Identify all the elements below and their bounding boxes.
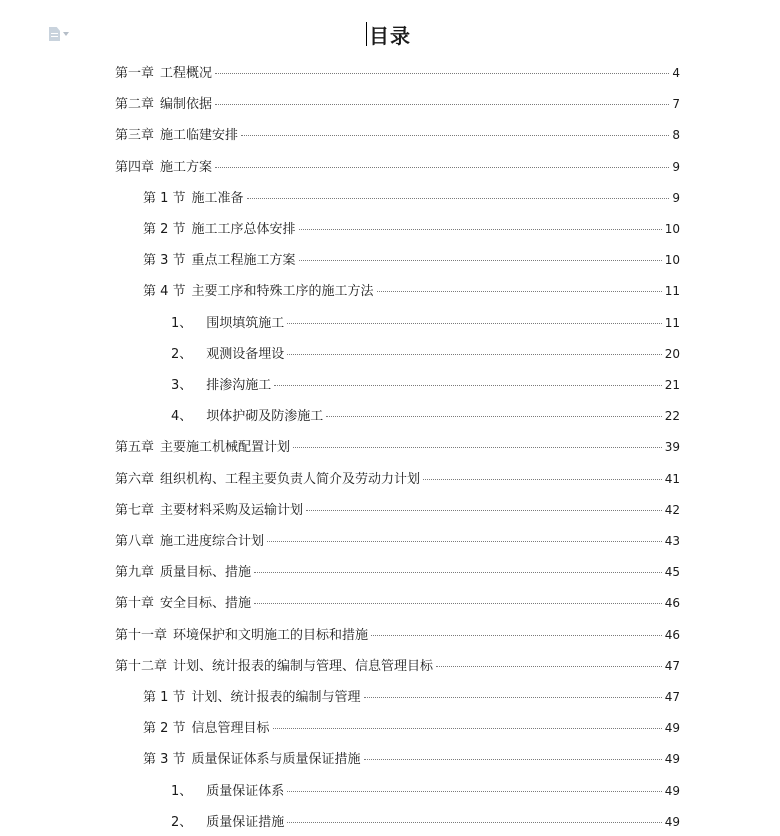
dot-leader	[423, 479, 662, 480]
toc-entry-number: 第九章	[115, 565, 155, 581]
dot-leader	[436, 666, 662, 667]
toc-entry-title: 质量保证体系与质量保证措施	[191, 752, 361, 768]
toc-entry-page-number: 9	[672, 190, 680, 205]
toc-entry-number: 第六章	[115, 471, 155, 487]
dot-leader	[273, 728, 662, 729]
toc-entry[interactable]	[143, 280, 680, 302]
toc-entry-number: 第七章	[115, 502, 155, 518]
toc-entry-number: 第 2 节	[143, 721, 186, 737]
toc-entry-page-number: 42	[664, 502, 680, 517]
toc-entry[interactable]	[143, 686, 680, 708]
dot-leader	[274, 385, 661, 386]
toc-entry-page-number: 7	[672, 97, 680, 112]
toc-entry[interactable]	[143, 187, 680, 209]
toc-entry-page-number: 47	[664, 658, 680, 673]
toc-entry[interactable]	[171, 405, 680, 427]
dot-leader	[247, 198, 670, 199]
toc-entry-title: 组织机构、工程主要负责人简介及劳动力计划	[160, 471, 421, 487]
toc-entry-title: 坝体护砌及防渗施工	[206, 409, 324, 425]
toc-entry-page-number: 39	[664, 440, 680, 455]
toc-entry-page-number: 49	[664, 752, 680, 767]
dot-leader	[364, 759, 662, 760]
toc-entry-number: 第二章	[115, 97, 155, 113]
toc-entry-title: 质量目标、措施	[160, 565, 252, 581]
toc-entry-number: 第一章	[115, 66, 155, 81]
toc-entry-page-number: 49	[664, 721, 680, 736]
toc-entry-number: 第十二章	[115, 658, 168, 674]
toc-entry[interactable]	[115, 156, 680, 178]
text-cursor	[366, 22, 367, 46]
toc-entry-title: 主要工序和特殊工序的施工方法	[191, 284, 374, 300]
toc-entry[interactable]	[143, 218, 680, 240]
toc-entry-title: 主要材料采购及运输计划	[160, 502, 304, 518]
toc-entry-page-number: 11	[664, 284, 680, 299]
toc-entry[interactable]	[115, 592, 680, 614]
toc-entry-page-number: 46	[664, 596, 680, 611]
toc-entry-number: 2、	[171, 814, 193, 830]
toc-entry-page-number: 22	[664, 409, 680, 424]
dot-leader	[287, 323, 661, 324]
toc-entry-number: 第 4 节	[143, 284, 186, 300]
toc-entry-page-number: 11	[664, 315, 680, 330]
toc-entry-title: 观测设备埋设	[206, 346, 285, 362]
toc-title-text: 目录	[369, 24, 411, 48]
toc-entry[interactable]	[115, 124, 680, 146]
toc-entry-number: 第五章	[115, 440, 155, 456]
toc-entry[interactable]	[115, 624, 680, 646]
toc-entry-number: 第四章	[115, 159, 155, 175]
toc-entry-title: 施工临建安排	[160, 128, 239, 144]
toc-entry-number: 1、	[171, 315, 193, 331]
toc-entry[interactable]	[115, 62, 680, 84]
dot-leader	[371, 635, 662, 636]
toc-entry-page-number: 49	[664, 783, 680, 798]
dot-leader	[215, 73, 669, 74]
toc-entry[interactable]	[115, 561, 680, 583]
title-container	[0, 20, 780, 49]
toc-entry-page-number: 45	[664, 565, 680, 580]
toc-entry-title: 排渗沟施工	[206, 378, 272, 393]
toc-entry-number: 第 2 节	[143, 222, 186, 237]
toc-entry-title: 计划、统计报表的编制与管理、信息管理目标	[173, 658, 434, 674]
dot-leader	[364, 697, 662, 698]
toc-entry-number: 第 3 节	[143, 752, 186, 768]
toc-entry-page-number: 49	[664, 814, 680, 829]
toc-entry[interactable]	[115, 436, 680, 458]
dot-leader	[377, 291, 662, 292]
toc-entry-title: 施工准备	[191, 190, 244, 206]
toc-entry-title: 质量保证体系	[206, 783, 285, 799]
toc-entry-number: 第八章	[115, 534, 155, 549]
toc-entry[interactable]	[115, 468, 680, 490]
toc-entry[interactable]	[143, 717, 680, 739]
toc-entry[interactable]	[143, 748, 680, 770]
toc-entry-page-number: 47	[664, 690, 680, 704]
toc-entry-number: 第 3 节	[143, 253, 186, 269]
toc-entry-title: 工程概况	[160, 66, 213, 81]
toc-entry-page-number: 46	[664, 627, 680, 642]
dot-leader	[287, 822, 661, 823]
dot-leader	[215, 104, 669, 105]
toc-entry[interactable]	[115, 499, 680, 521]
dot-leader	[326, 416, 661, 417]
toc-entry-page-number: 10	[664, 222, 680, 236]
toc-entry-page-number: 8	[672, 128, 680, 143]
toc-entry-title: 重点工程施工方案	[191, 253, 296, 269]
toc-entry-title: 施工方案	[160, 159, 213, 175]
toc-entry-page-number: 10	[664, 253, 680, 268]
dot-leader	[254, 572, 662, 573]
toc-title[interactable]	[369, 20, 411, 49]
dot-leader	[254, 603, 662, 604]
toc-entry-title: 安全目标、措施	[160, 596, 252, 612]
toc-entry-title: 编制依据	[160, 97, 213, 113]
toc-entry[interactable]	[143, 249, 680, 271]
toc-entry[interactable]	[171, 343, 680, 365]
toc-entry-number: 2、	[171, 346, 193, 362]
toc-entry-title: 质量保证措施	[206, 814, 285, 830]
toc-entry-title: 围坝填筑施工	[206, 315, 285, 331]
toc-entry-number: 第三章	[115, 128, 155, 144]
toc-entry-title: 施工进度综合计划	[160, 534, 265, 549]
toc-entry[interactable]	[171, 312, 680, 334]
toc-entry[interactable]	[171, 780, 680, 802]
toc-entry-number: 3、	[171, 378, 193, 393]
toc-entry[interactable]	[171, 374, 680, 396]
toc-entry-title: 计划、统计报表的编制与管理	[191, 690, 361, 705]
toc-entry-number: 1、	[171, 783, 193, 799]
toc-entry-page-number: 4	[672, 66, 680, 80]
dot-leader	[287, 791, 661, 792]
dot-leader	[306, 510, 662, 511]
toc-entry-title: 施工工序总体安排	[191, 222, 296, 237]
dot-leader	[241, 135, 669, 136]
dot-leader	[287, 354, 661, 355]
toc-entry-title: 主要施工机械配置计划	[160, 440, 291, 456]
toc-entry-number: 第 1 节	[143, 690, 186, 705]
toc-entry-page-number: 21	[664, 378, 680, 392]
toc-entry-page-number: 43	[664, 534, 680, 548]
toc-entry[interactable]	[115, 93, 680, 115]
dot-leader	[299, 260, 662, 261]
toc-entry-number: 第 1 节	[143, 190, 186, 206]
toc-entry-page-number: 20	[664, 346, 680, 361]
toc-entry-number: 4、	[171, 409, 193, 425]
toc-entry-title: 信息管理目标	[191, 721, 270, 737]
dot-leader	[299, 229, 662, 230]
dot-leader	[293, 447, 662, 448]
toc-entry-page-number: 9	[672, 159, 680, 174]
dot-leader	[267, 541, 662, 542]
toc-entry-title: 环境保护和文明施工的目标和措施	[173, 627, 369, 643]
toc-entry-number: 第十一章	[115, 627, 168, 643]
toc-entry[interactable]	[115, 530, 680, 552]
toc-entry-number: 第十章	[115, 596, 155, 612]
dot-leader	[215, 167, 669, 168]
toc-entry[interactable]	[115, 655, 680, 677]
toc-entry[interactable]	[171, 811, 680, 833]
toc-entry-page-number: 41	[664, 471, 680, 486]
